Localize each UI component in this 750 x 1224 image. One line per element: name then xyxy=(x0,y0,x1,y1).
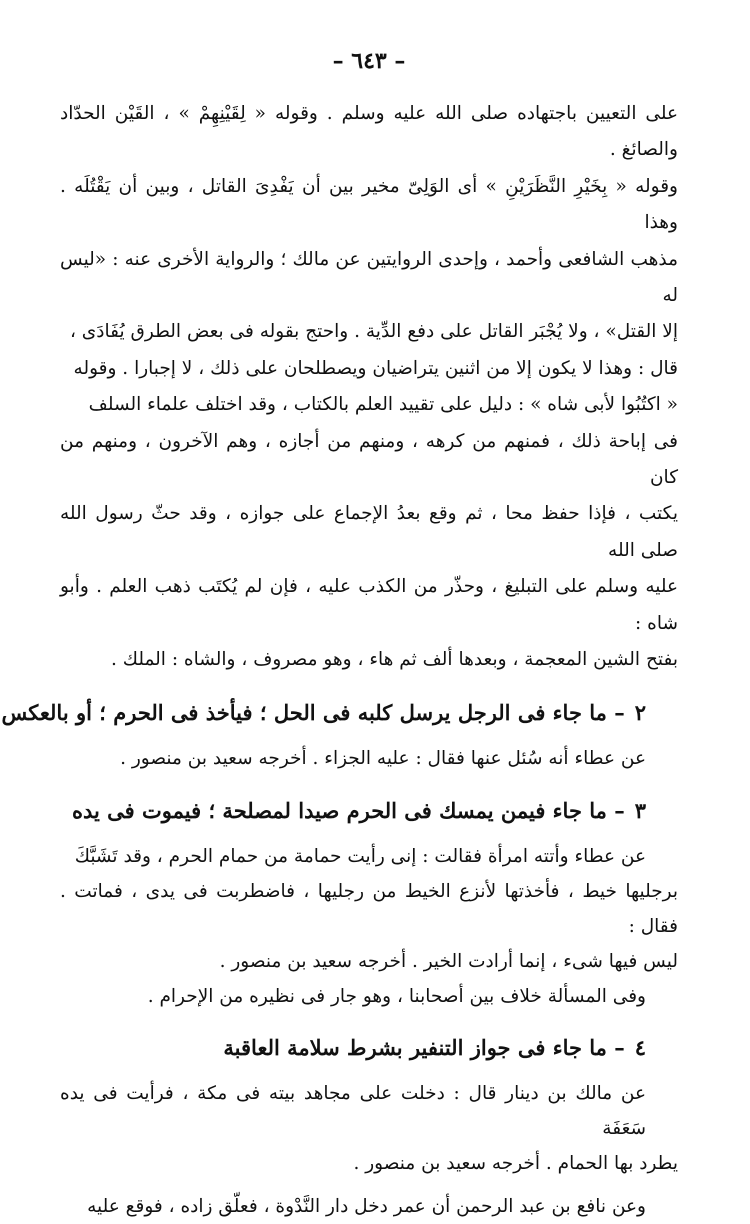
commentary-paragraph xyxy=(60,96,678,679)
section-number: ٣ xyxy=(634,797,646,823)
text-line: عن عطاء وأتته امرأة فقالت : إنى رأيت حمامة من حمام الحرم ، وقد تَشَبَّكَ xyxy=(74,845,646,867)
text-line: يكتب ، فإذا حفظ محا ، ثم وقع بعدُ الإجماع على جوازه ، وقد حثّ رسول الله صلى الله xyxy=(60,503,678,561)
text-line: برجليها خيط ، فأخذتها لأنزع الخيط من رجليها ، فاضطربت فى يدى ، فماتت . فقال : xyxy=(60,880,678,937)
text-line: وفى المسألة خلاف بين أصحابنا ، وهو جار فى نظيره من الإحرام . xyxy=(147,985,646,1007)
text-line: مذهب الشافعى وأحمد ، وإحدى الروايتين عن مالك ؛ والرواية الأخرى عنه : «ليس له xyxy=(60,248,678,307)
text-line: عن مالك بن دينار قال : دخلت على مجاهد بيته فى مكة ، فرأيت فى يده سَعَفَة xyxy=(60,1082,646,1139)
section-title: – ما جاء فى جواز التنفير بشرط سلامة العاقبة xyxy=(223,1034,625,1060)
section-number: ٢ xyxy=(634,699,646,725)
text-line: عن عطاء أنه سُئل عنها فقال : عليه الجزاء . أخرجه سعيد بن منصور . xyxy=(120,747,646,769)
section-heading xyxy=(60,1028,678,1068)
text-line: عليه وسلم على التبليغ ، وحذّر من الكذب عليه ، فإن لم يُكتَب ذهب العلم . وأبو شاه : xyxy=(60,576,678,634)
section-heading xyxy=(1,693,678,733)
text-line: بفتح الشين المعجمة ، وبعدها ألف ثم هاء ، وهو مصروف ، والشاه : الملك . xyxy=(110,649,678,671)
text-line: قال : وهذا لا يكون إلا من اثنين يتراضيان ويصطلحان على ذلك ، لا إجبارا . وقوله xyxy=(73,357,678,379)
text-line: إلا القتل» ، ولا يُجْبَر القاتل على دفع الدِّية . واحتج بقوله فى بعض الطرق يُفَادَى ، xyxy=(69,321,678,343)
text-line: وقوله « بِخَيْرِ النَّظَرَيْنِ » أى الوَلِىّ مخير بين أن يَفْدِىَ القاتل ، وبين أن يَقْتُلَه . وهذا xyxy=(60,175,678,234)
section-heading xyxy=(60,791,678,831)
text-line: « اكتُبُوا لأبى شاه » : دليل على تقييد العلم بالكتاب ، وقد اختلف علماء السلف xyxy=(88,394,678,416)
text-line: وعن نافع بن عبد الرحمن أن عمر دخل دار النَّدْوة ، فعلّق زاده ، فوقع عليه xyxy=(87,1195,646,1217)
section-number: ٤ xyxy=(634,1034,646,1060)
spacer xyxy=(60,1181,678,1189)
section-title: – ما جاء فيمن يمسك فى الحرم صيدا لمصلحة ؛ فيموت فى يده xyxy=(71,797,625,823)
section-title: – ما جاء فى الرجل يرسل كلبه فى الحل ؛ فيأخذ فى الحرم ؛ أو بالعكس xyxy=(1,699,625,725)
text-line: فى إباحة ذلك ، فمنهم من كرهه ، ومنهم من أجازه ، وهم الآخرون ، ومنهم من كان xyxy=(60,430,678,489)
page-number: – ٦٤٣ – xyxy=(332,48,406,74)
text-line: ليس فيها شىء ، إنما أرادت الخير . أخرجه سعيد بن منصور . xyxy=(219,950,678,972)
text-line: يطرد بها الحمام . أخرجه سعيد بن منصور . xyxy=(353,1152,678,1174)
text-line: على التعيين باجتهاده صلى الله عليه وسلم . وقوله « لِقَيْنِهِمْ » ، القَيْن الحدّاد والصائغ . xyxy=(60,103,678,161)
